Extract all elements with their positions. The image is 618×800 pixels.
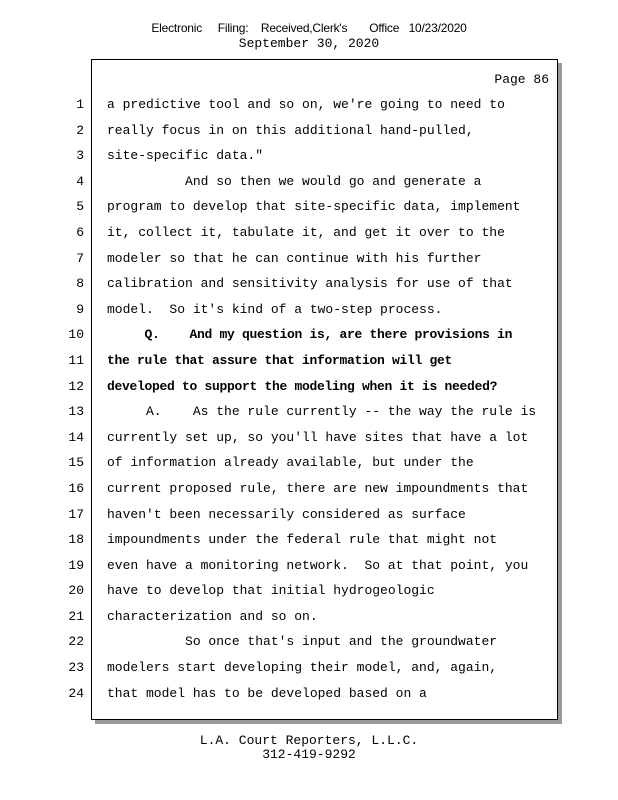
transcript-line: haven't been necessarily considered as surface: [107, 506, 466, 522]
transcript-line: even have a monitoring network. So at that point, you: [107, 557, 529, 573]
line-number: 8: [76, 276, 84, 292]
line-number: 15: [68, 455, 84, 471]
line-number: 3: [76, 148, 84, 164]
line-number: 6: [76, 224, 84, 240]
court-reporter-name: L.A. Court Reporters, L.L.C.: [199, 733, 419, 748]
line-number: 19: [68, 557, 84, 573]
filing-stamp: Electronic Filing: Received,Clerk's Office 10/23/2020: [151, 21, 467, 35]
transcript-line: of information already available, but under the: [107, 455, 474, 471]
transcript-line: Q. And my question is, are there provisions in: [107, 327, 513, 343]
transcript-line: site-specific data.": [107, 148, 264, 164]
transcript-line: currently set up, so you'll have sites that have a lot: [107, 429, 529, 445]
line-number: 14: [68, 429, 84, 445]
line-number: 5: [76, 199, 84, 215]
line-number: 21: [68, 608, 84, 624]
line-number: 4: [76, 173, 84, 189]
transcript-line: program to develop that site-specific data, implement: [107, 199, 521, 215]
transcript-line: have to develop that initial hydrogeologic: [107, 583, 435, 599]
transcript-line: model. So it's kind of a two-step process.: [107, 301, 443, 317]
line-number: 16: [68, 480, 84, 496]
transcript-line: A. As the rule currently -- the way the rule is: [107, 404, 537, 420]
line-number-column: [60, 92, 84, 706]
transcript-line: modelers start developing their model, and, again,: [107, 660, 498, 676]
line-number: 10: [68, 327, 84, 343]
line-number: 23: [68, 660, 84, 676]
line-number: 7: [76, 250, 84, 266]
transcript-line: And so then we would go and generate a: [107, 173, 482, 189]
line-number: 18: [68, 532, 84, 548]
transcript-line: current proposed rule, there are new impoundments that: [107, 480, 529, 496]
line-number: 17: [68, 506, 84, 522]
page-number: Page 86: [494, 72, 549, 87]
line-number: 2: [76, 122, 84, 138]
line-number: 12: [68, 378, 84, 394]
transcript-line: developed to support the modeling when it is needed?: [107, 378, 498, 394]
line-number: 22: [68, 634, 84, 650]
transcript-line: So once that's input and the groundwater: [107, 634, 498, 650]
transcript-line: characterization and so on.: [107, 608, 318, 624]
transcript-line: calibration and sensitivity analysis for use of that: [107, 276, 513, 292]
line-number: 24: [68, 685, 84, 701]
line-number: 11: [68, 352, 84, 368]
transcript-line: that model has to be developed based on a: [107, 685, 427, 701]
transcript-date: September 30, 2020: [238, 36, 380, 51]
transcript-line: impoundments under the federal rule that might not: [107, 532, 498, 548]
transcript-line: modeler so that he can continue with his further: [107, 250, 482, 266]
line-number: 9: [76, 301, 84, 317]
transcript-line: a predictive tool and so on, we're going to need to: [107, 97, 505, 112]
line-number: 20: [68, 583, 84, 599]
line-number: 1: [76, 97, 84, 112]
transcript-text: [107, 92, 547, 706]
line-number: 13: [68, 404, 84, 420]
transcript-line: the rule that assure that information will get: [107, 352, 453, 368]
transcript-line: it, collect it, tabulate it, and get it over to the: [107, 224, 505, 240]
court-reporter-phone: 312-419-9292: [262, 747, 356, 762]
transcript-line: really focus in on this additional hand-pulled,: [107, 122, 474, 138]
